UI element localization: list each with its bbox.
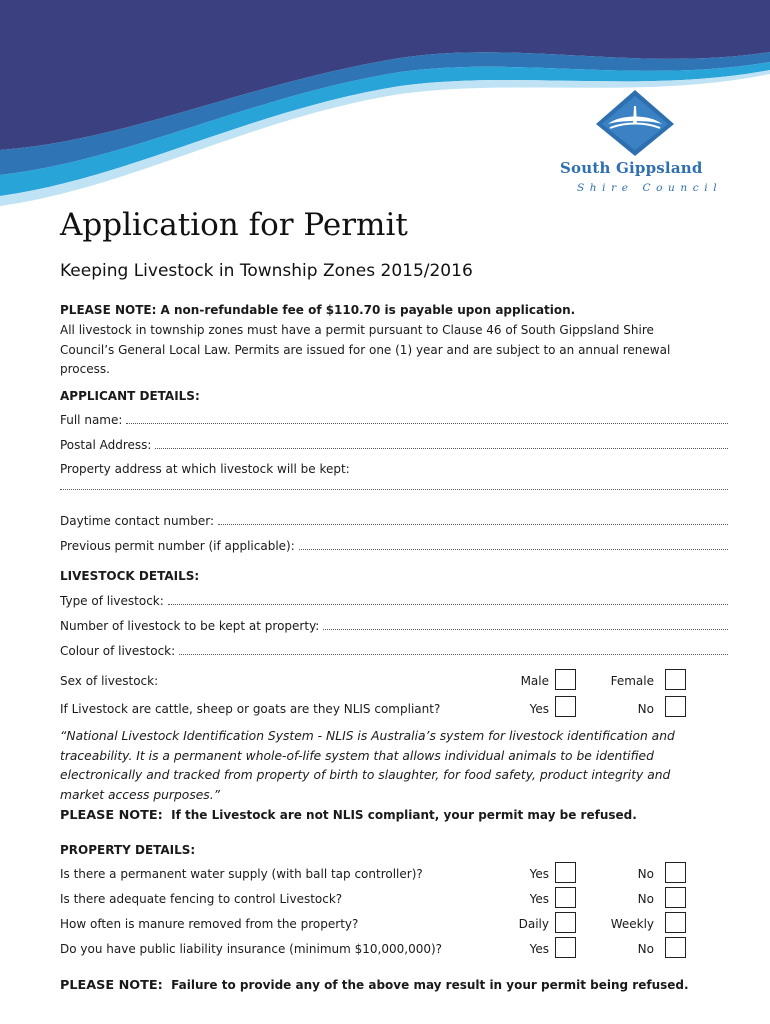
nlis-no-checkbox[interactable] [665, 696, 686, 717]
livestock-number-field[interactable] [60, 619, 728, 633]
female-checkbox[interactable] [665, 669, 686, 690]
nlis-note-lead: PLEASE NOTE: [60, 808, 163, 823]
female-label: Female [610, 674, 654, 688]
intro-paragraph: All livestock in township zones must have a permit pursuant to Clause 46 of South Gippsland Shire Council’s General Local Law. Permits are issued for one (1) year and are subject to an annual renewal process. [60, 323, 671, 376]
water-yes-label: Yes [529, 867, 549, 881]
manure-weekly-checkbox[interactable] [665, 912, 686, 933]
fencing-question: Is there adequate fencing to control Livestock? [60, 892, 343, 906]
nlis-description: “National Livestock Identification System - NLIS is Australia’s system for livestock identification and traceability. It is a permanent whole-of-life system that allows individual animals to be identified electronically and tracked from property of birth to slaughter, for food safety, product integrity and market access purposes.” [60, 729, 675, 803]
water-no-label: No [637, 867, 654, 881]
final-note-text: Failure to provide any of the above may result in your permit being refused. [171, 978, 689, 992]
insurance-yes-label: Yes [529, 942, 549, 956]
fencing-no-checkbox[interactable] [665, 887, 686, 908]
daytime-contact-label: Daytime contact number: [60, 514, 215, 528]
nlis-note-text: If the Livestock are not NLIS compliant, your permit may be refused. [171, 808, 637, 822]
fencing-no-label: No [637, 892, 654, 906]
final-note [60, 978, 689, 993]
fencing-yes-checkbox[interactable] [555, 887, 576, 908]
previous-permit-field[interactable] [60, 539, 728, 553]
postal-address-label: Postal Address: [60, 438, 152, 452]
full-name-label: Full name: [60, 413, 123, 427]
page-subtitle: Keeping Livestock in Township Zones 2015/2016 [60, 261, 473, 281]
manure-question: How often is manure removed from the property? [60, 917, 359, 931]
daytime-contact-field[interactable] [60, 514, 728, 528]
livestock-number-label: Number of livestock to be kept at property: [60, 619, 320, 633]
page-title: Application for Permit [60, 207, 408, 243]
livestock-heading: LIVESTOCK DETAILS: [60, 569, 200, 583]
nlis-yes-checkbox[interactable] [555, 696, 576, 717]
livestock-type-field[interactable] [60, 594, 728, 608]
livestock-type-label: Type of livestock: [60, 594, 164, 608]
fencing-yes-label: Yes [529, 892, 549, 906]
postal-address-field[interactable] [60, 438, 728, 452]
insurance-no-checkbox[interactable] [665, 937, 686, 958]
insurance-yes-checkbox[interactable] [555, 937, 576, 958]
manure-daily-checkbox[interactable] [555, 912, 576, 933]
male-label: Male [520, 674, 549, 688]
council-subtitle: Shire Council [577, 182, 723, 194]
final-note-lead: PLEASE NOTE: [60, 978, 163, 993]
previous-permit-label: Previous permit number (if applicable): [60, 539, 295, 553]
water-no-checkbox[interactable] [665, 862, 686, 883]
full-name-field[interactable] [60, 413, 728, 427]
nlis-yes-label: Yes [529, 702, 549, 716]
sex-question: Sex of livestock: [60, 674, 159, 688]
applicant-heading: APPLICANT DETAILS: [60, 389, 200, 403]
male-checkbox[interactable] [555, 669, 576, 690]
property-address-label: Property address at which livestock will be kept: [60, 462, 350, 476]
nlis-note [60, 808, 637, 823]
fee-note: PLEASE NOTE: A non-refundable fee of $110.70 is payable upon application. [60, 303, 576, 317]
nlis-no-label: No [637, 702, 654, 716]
property-address-field[interactable] [60, 488, 728, 490]
council-name: South Gippsland [560, 159, 703, 177]
water-yes-checkbox[interactable] [555, 862, 576, 883]
livestock-colour-field[interactable] [60, 644, 728, 658]
council-logo-icon [590, 88, 680, 158]
insurance-no-label: No [637, 942, 654, 956]
livestock-colour-label: Colour of livestock: [60, 644, 176, 658]
insurance-question: Do you have public liability insurance (minimum $10,000,000)? [60, 942, 443, 956]
manure-weekly-label: Weekly [610, 917, 654, 931]
nlis-question: If Livestock are cattle, sheep or goats are they NLIS compliant? [60, 702, 441, 716]
property-heading: PROPERTY DETAILS: [60, 843, 196, 857]
manure-daily-label: Daily [518, 917, 549, 931]
water-supply-question: Is there a permanent water supply (with ball tap controller)? [60, 867, 423, 881]
